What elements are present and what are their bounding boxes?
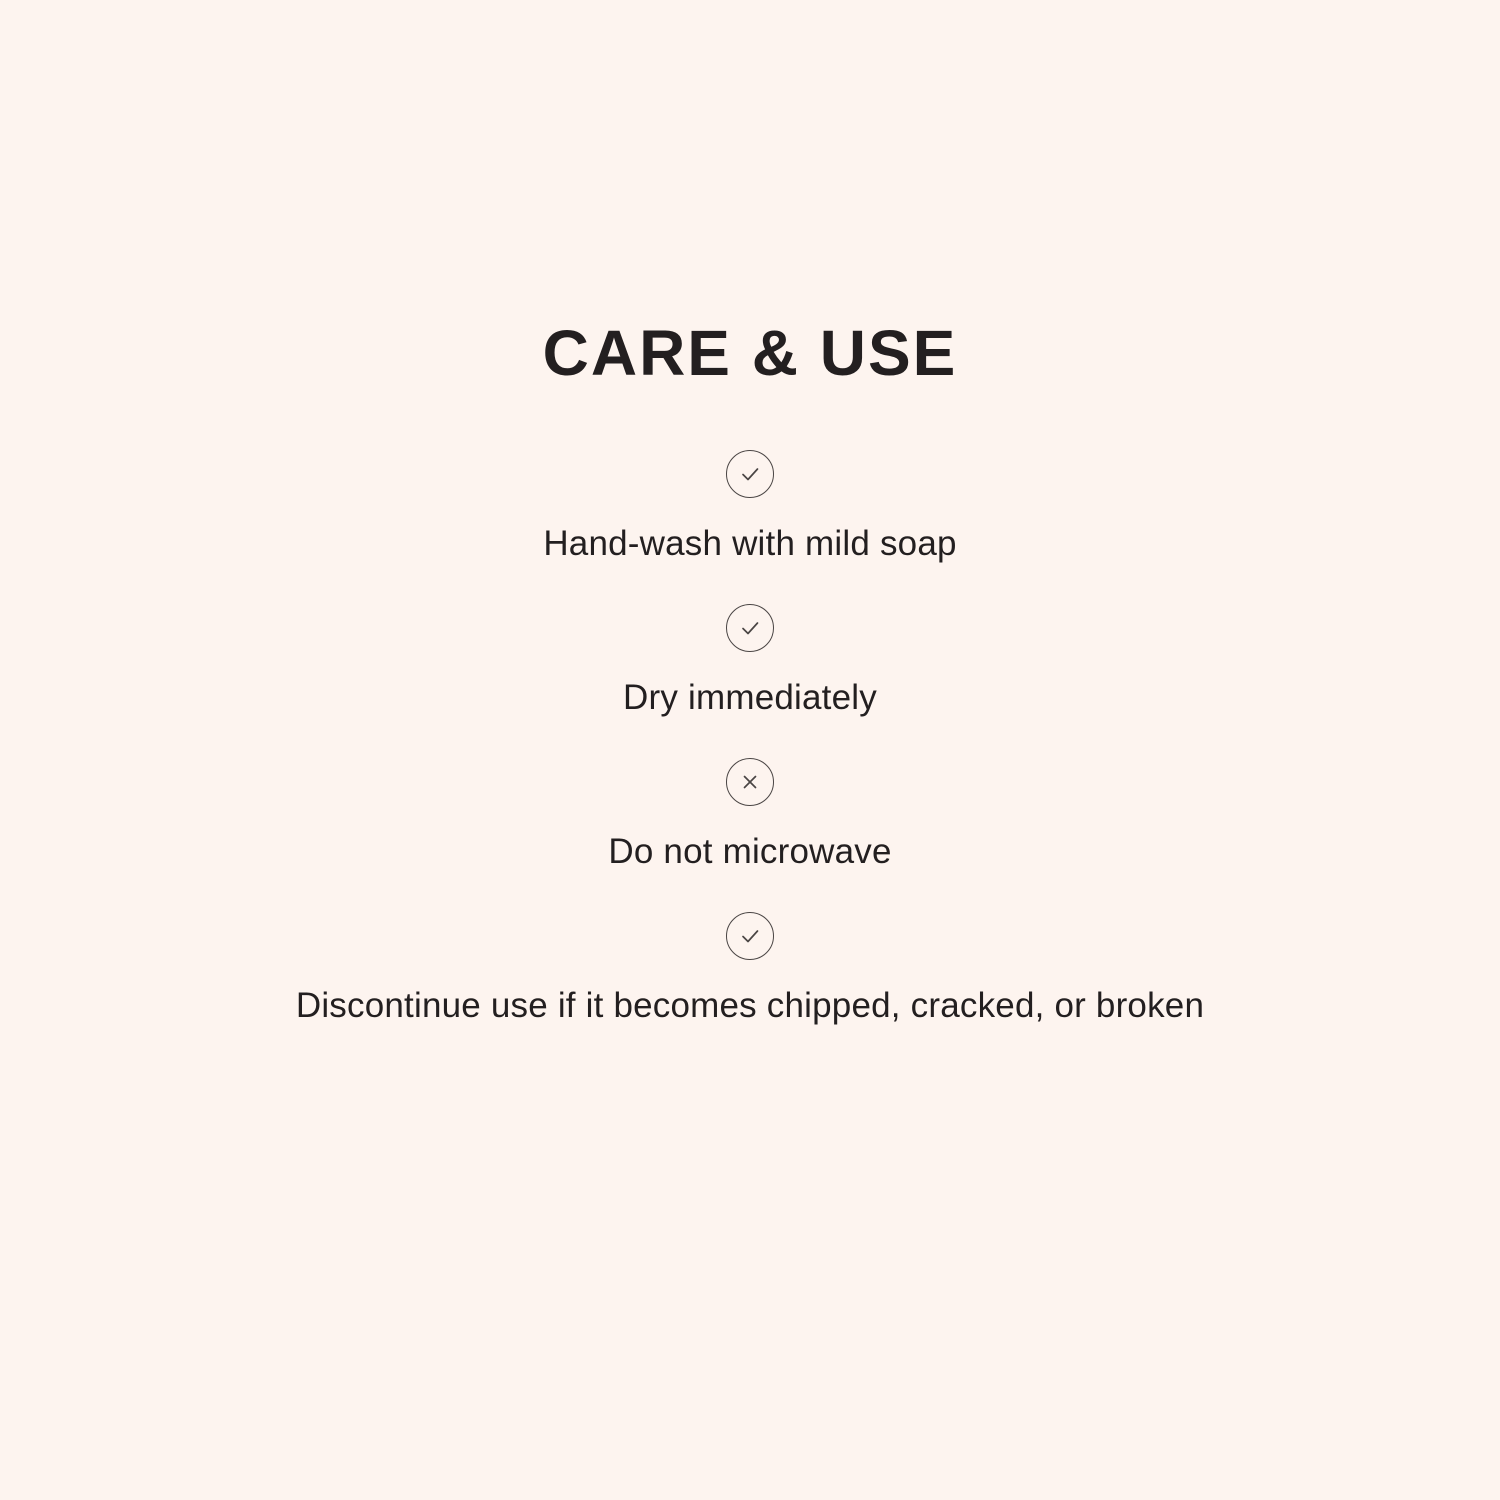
cross-circle-icon — [726, 758, 774, 806]
list-item — [0, 450, 1500, 566]
check-circle-icon — [726, 450, 774, 498]
care-instruction-list — [0, 450, 1500, 1027]
list-item-label: Discontinue use if it becomes chipped, cracked, or broken — [295, 985, 1205, 1025]
list-item-label: Dry immediately — [623, 678, 877, 718]
list-item-label: Do not microwave — [608, 831, 892, 871]
check-circle-icon — [726, 912, 774, 960]
list-item — [0, 912, 1500, 1028]
page-title: CARE & USE — [542, 317, 958, 389]
check-circle-icon — [726, 604, 774, 652]
list-item-label: Hand-wash with mild soap — [543, 524, 957, 564]
list-item — [0, 758, 1500, 874]
list-item — [0, 604, 1500, 720]
